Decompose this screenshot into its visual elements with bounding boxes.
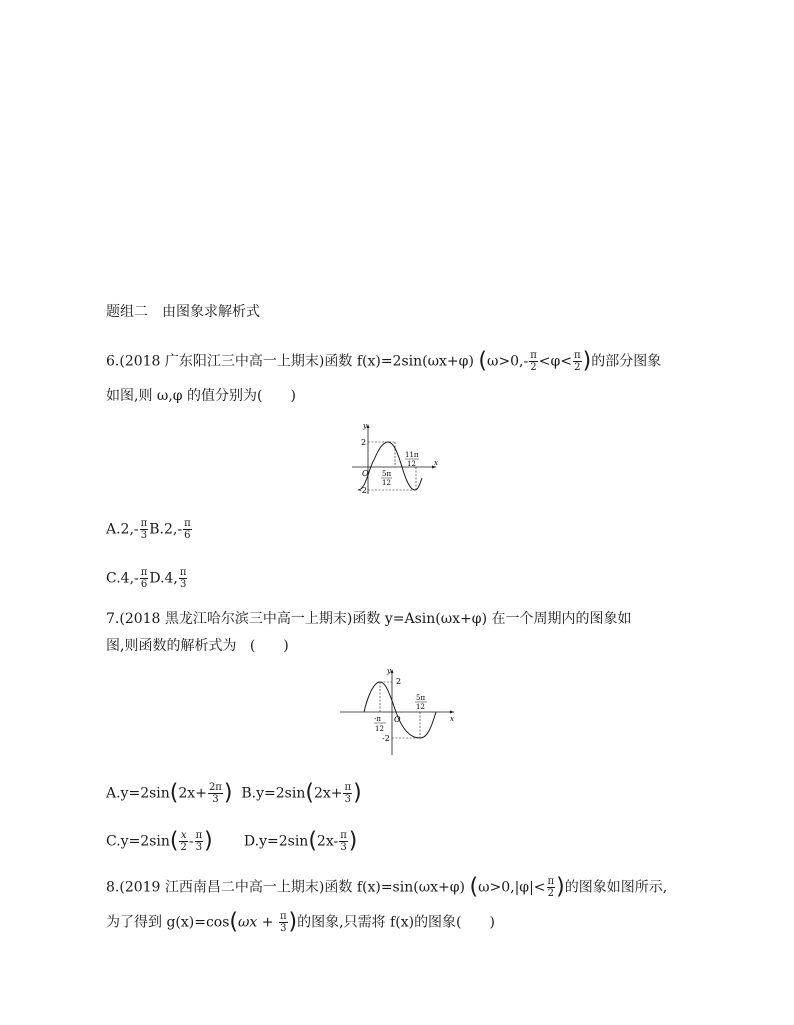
q6-graph xyxy=(348,420,440,496)
fraction: $\frac{\pi}{3}$ xyxy=(140,518,148,541)
fraction: $\frac{\pi}{6}$ xyxy=(184,518,191,541)
q8-source: (2019 江西南昌二中高一上期末) xyxy=(119,879,325,896)
q7-line1 xyxy=(106,609,631,629)
tick-label: 12 xyxy=(407,460,416,468)
q6-text: 的值分别为( xyxy=(187,388,263,404)
q7-text: 图,则函数的解析式为 xyxy=(106,638,237,654)
paren-right: ) xyxy=(556,874,565,900)
q6-source: (2018 广东阳江三中高一上期末) xyxy=(119,353,325,370)
fraction: $\frac{\pi}{3}$ xyxy=(179,567,187,590)
q7-text: 在一个周期内的图象如 xyxy=(491,611,632,627)
q8-g-arg: ωx + xyxy=(238,914,278,931)
q7-text: ) xyxy=(283,638,289,654)
tick-label: 12 xyxy=(382,479,391,487)
paren-left: ( xyxy=(169,828,179,854)
origin-label: O xyxy=(394,715,401,724)
q6-line2 xyxy=(106,386,296,406)
paren-left: ( xyxy=(229,909,239,935)
q8-condition: ω>0,|φ|< xyxy=(478,879,546,896)
option-a-arg: 2x+ xyxy=(178,785,207,802)
fraction: $\frac{x}{2}$ xyxy=(180,830,187,853)
x-axis-label: x xyxy=(434,459,438,467)
option-c[interactable]: C.4,- xyxy=(106,570,139,587)
section-title: 题组二 由图象求解析式 xyxy=(106,304,260,320)
q7-source: (2018 黑龙江哈尔滨三中高一上期末) xyxy=(119,611,353,627)
q8-line2 xyxy=(106,911,495,934)
y-max-label: 2 xyxy=(396,677,402,686)
q7-graph xyxy=(338,665,462,757)
option-c[interactable]: C.y=2sin xyxy=(106,833,170,850)
tick-label: -π xyxy=(374,715,381,723)
y-axis-label: y xyxy=(363,422,367,430)
y-axis-label: y xyxy=(387,667,391,675)
fraction: $\frac{2\pi}{3}$ xyxy=(208,782,222,805)
q8-line1 xyxy=(106,876,667,899)
paren-left: ( xyxy=(469,874,479,900)
option-d-arg: 2x- xyxy=(316,833,339,850)
y-min-label: -2 xyxy=(382,734,390,743)
tick-label: 5π xyxy=(416,694,426,702)
paren-left: ( xyxy=(169,780,179,806)
q7-text: ( xyxy=(249,638,256,654)
q7-options-cd xyxy=(106,830,357,853)
option-a[interactable]: A.2,- xyxy=(106,521,139,538)
q7-function: y=Asin(ωx+φ) xyxy=(384,611,488,627)
paren-right: ) xyxy=(204,828,213,854)
q8-text: ) xyxy=(489,914,495,931)
q6-text: 如图,则 xyxy=(106,388,153,404)
q8-g-function: g(x)=cos xyxy=(166,914,230,931)
x-axis-label: x xyxy=(450,715,454,723)
tick-label: 12 xyxy=(375,725,384,733)
y-max-label: 2 xyxy=(361,438,367,447)
paren-right: ) xyxy=(353,780,362,806)
paren-right: ) xyxy=(288,909,298,935)
option-d[interactable]: D.y=2sin xyxy=(243,833,309,850)
q6-vars: ω,φ xyxy=(156,388,183,404)
paren-left: ( xyxy=(308,828,317,854)
q8-number: 8. xyxy=(106,879,120,896)
paren-right: ) xyxy=(348,828,358,854)
fraction: $\frac{\pi}{3}$ xyxy=(195,830,203,853)
origin-label: O xyxy=(362,469,369,478)
q6-options-ab xyxy=(106,518,193,541)
fraction: $\frac{\pi}{6}$ xyxy=(140,567,148,590)
paren-right: ) xyxy=(223,780,233,806)
q7-text: 函数 xyxy=(352,611,381,627)
q6-options-cd xyxy=(106,567,188,590)
option-a[interactable]: A.y=2sin xyxy=(106,785,170,802)
option-d[interactable]: D.4, xyxy=(149,570,178,587)
option-c-minus: - xyxy=(188,833,194,850)
fraction: $\frac{\pi}{2}$ xyxy=(530,350,537,373)
fraction: $\frac{\pi}{2}$ xyxy=(547,876,555,899)
q6-function: f(x)=2sin(ωx+φ) xyxy=(356,353,474,370)
fraction: $\frac{\pi}{2}$ xyxy=(574,350,581,373)
q6-line1 xyxy=(106,350,661,373)
q7-line2 xyxy=(106,636,289,656)
option-b-arg: 2x+ xyxy=(313,785,343,802)
q7-number: 7. xyxy=(106,611,120,627)
tick-label: 11π xyxy=(405,451,419,459)
tick-label: 5π xyxy=(382,470,392,478)
q8-function: f(x)=sin(ωx+φ) xyxy=(356,879,466,896)
option-b[interactable]: B.y=2sin xyxy=(241,785,306,802)
q6-condition: ω>0,- xyxy=(486,353,529,370)
q8-text: 的图象,只需将 xyxy=(297,914,386,931)
option-b[interactable]: B.2,- xyxy=(149,521,183,538)
q8-text: 为了得到 xyxy=(106,914,162,931)
q6-text: 函数 xyxy=(324,353,353,370)
paren-left: ( xyxy=(478,348,487,374)
paren-right: ) xyxy=(582,348,592,374)
fraction: $\frac{\pi}{3}$ xyxy=(340,830,347,853)
q6-number: 6. xyxy=(106,353,120,370)
q8-text: 的图象( xyxy=(414,914,462,931)
q7-options-ab xyxy=(106,782,362,805)
q8-text: 函数 xyxy=(324,879,353,896)
paren-left: ( xyxy=(305,780,314,806)
q8-fx: f(x) xyxy=(390,914,415,931)
q8-text: 的图象如图所示, xyxy=(564,879,668,896)
q6-text: ) xyxy=(290,388,296,404)
fraction: $\frac{\pi}{3}$ xyxy=(344,782,352,805)
q6-text-end: 的部分图象 xyxy=(591,353,662,370)
y-min-label: -2 xyxy=(359,486,367,495)
fraction: $\frac{\pi}{3}$ xyxy=(279,911,287,934)
q6-condition-mid: <φ< xyxy=(538,353,573,370)
tick-label: 12 xyxy=(416,703,425,711)
